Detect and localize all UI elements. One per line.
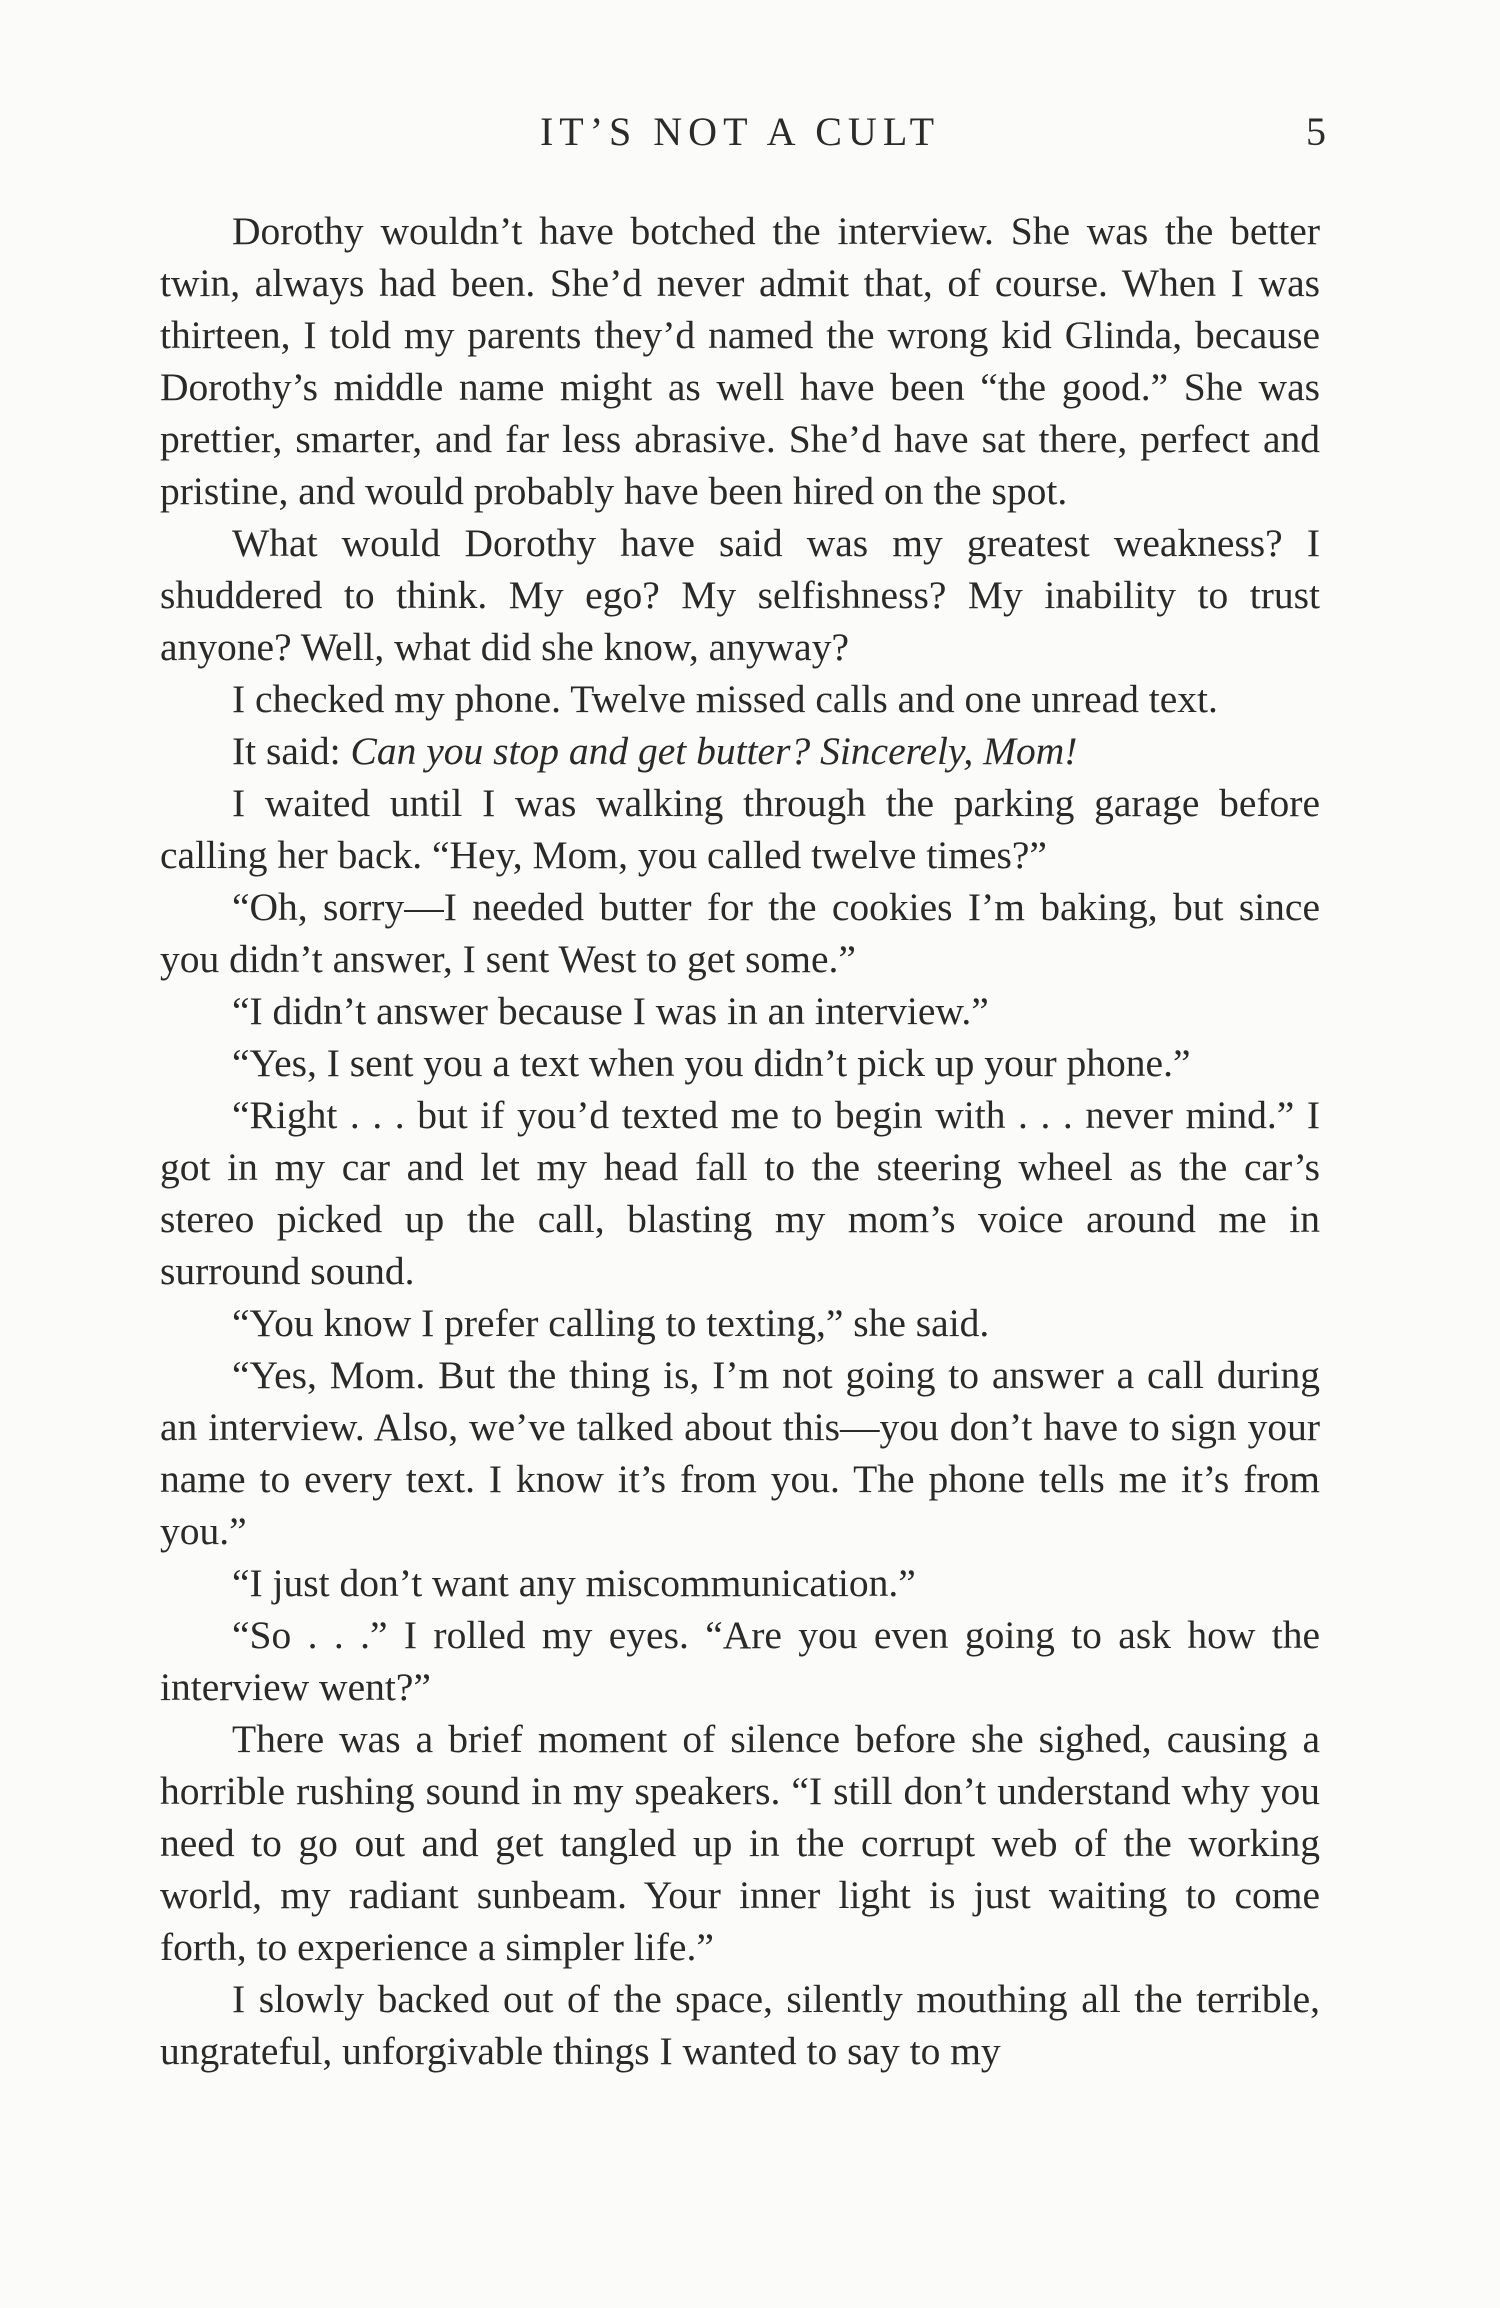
paragraph-4: [160, 725, 1320, 777]
paragraph-15: I slowly backed out of the space, silently mouthing all the terrible, ungrateful, unforgivable things I wanted to say to my: [160, 1977, 1320, 2073]
page-number: 5: [1306, 109, 1326, 154]
paragraph-7: “I didn’t answer because I was in an interview.”: [232, 989, 989, 1033]
paragraph-2: What would Dorothy have said was my greatest weakness? I shuddered to think. My ego? My selfishness? My inability to trust anyone? Well, what did she know, anyway?: [160, 521, 1320, 669]
paragraph-11: “Yes, Mom. But the thing is, I’m not going to answer a call during an interview. Also, we’ve talked about this—you don’t have to sign your name to every text. I know it’s from you. The phone tells me it’s from you.”: [160, 1353, 1320, 1553]
paragraph-10: “You know I prefer calling to texting,” she said.: [232, 1301, 990, 1345]
paragraph-9: “Right . . . but if you’d texted me to begin with . . . never mind.” I got in my car and let my head fall to the steering wheel as the car’s stereo picked up the call, blasting my mom’s voice around me in surround sound.: [160, 1093, 1320, 1293]
paragraph-14: There was a brief moment of silence before she sighed, causing a horrible rushing sound in my speakers. “I still don’t understand why you need to go out and get tangled up in the corrupt web of the working world, my radiant sunbeam. Your inner light is just waiting to come forth, to experience a simpler life.”: [160, 1717, 1320, 1969]
running-title: IT’S NOT A CULT: [539, 109, 941, 154]
paragraph-1: Dorothy wouldn’t have botched the interview. She was the better twin, always had been. She’d never admit that, of course. When I was thirteen, I told my parents they’d named the wrong kid Glinda, because Dorothy’s middle name might as well have been “the good.” She was prettier, smarter, and far less abrasive. She’d have sat there, perfect and pristine, and would probably have been hired on the spot.: [160, 209, 1320, 513]
running-head: [160, 108, 1326, 168]
paragraph-3: I checked my phone. Twelve missed calls and one unread text.: [232, 677, 1218, 721]
text-message-quote: Can you stop and get butter? Sincerely, Mom!: [350, 729, 1078, 773]
paragraph-13: “So . . .” I rolled my eyes. “Are you even going to ask how the interview went?”: [160, 1613, 1320, 1709]
paragraph-6: “Oh, sorry—I needed butter for the cookies I’m baking, but since you didn’t answer, I sent West to get some.”: [160, 885, 1320, 981]
body-text: [160, 205, 1320, 2077]
paragraph-4-lead: It said:: [232, 729, 351, 773]
paragraph-8: “Yes, I sent you a text when you didn’t pick up your phone.”: [232, 1041, 1191, 1085]
paragraph-5: I waited until I was walking through the parking garage before calling her back. “Hey, Mom, you called twelve times?”: [160, 781, 1320, 877]
paragraph-12: “I just don’t want any miscommunication.”: [232, 1561, 916, 1605]
